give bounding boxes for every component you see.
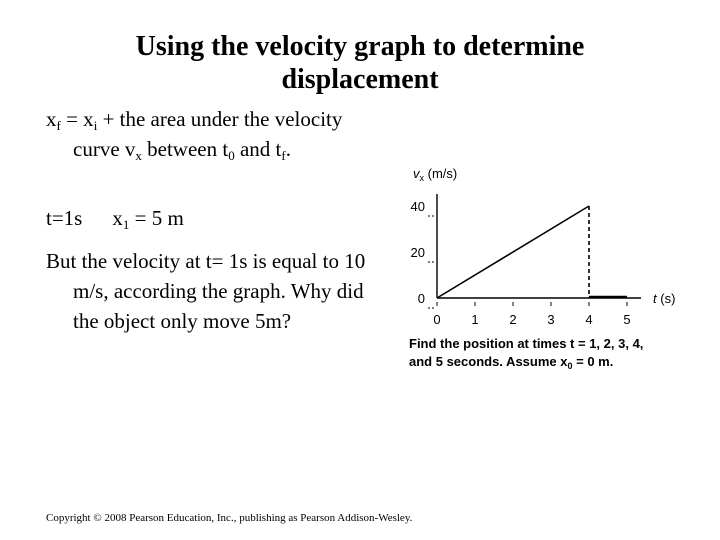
eq-xf-var: x (46, 107, 57, 131)
title-line-1: Using the velocity graph to determine (135, 31, 585, 62)
eq-text-3: and t (234, 137, 282, 161)
x-tick-label-2: 2 (509, 312, 517, 327)
slide-title (60, 30, 660, 96)
x-tick-label-0: 0 (433, 312, 441, 327)
equation-paragraph (46, 104, 393, 164)
example-time: t=1s (46, 206, 83, 230)
equation-text (46, 104, 393, 164)
y-tick-labels (411, 199, 425, 306)
x-tick-label-3: 3 (547, 312, 555, 327)
copyright-footer: Copyright © 2008 Pearson Education, Inc., publishing as Pearson Addison-Wesley. (46, 512, 413, 524)
x-tick-label-5: 5 (623, 312, 631, 327)
question-paragraph (46, 246, 393, 336)
eq-text-4: . (285, 137, 291, 161)
example-value: = 5 m (129, 206, 184, 230)
eq-tf-sub: f (281, 148, 286, 163)
y-axis-label: $v_x$ (m/s) (413, 166, 458, 183)
x-axis-label: t (s) (653, 291, 676, 306)
example-line (46, 203, 184, 233)
eq-xf-sub: f (56, 118, 61, 133)
y-tick-label-2: 40 (410, 199, 425, 214)
graph-caption-line-1: Find the position at times t = 1, 2, 3, 4, (409, 336, 644, 351)
y-tick-label-1: 20 (410, 245, 425, 260)
eq-t0-sub: 0 (228, 148, 235, 163)
question-text: But the velocity at t= 1s is equal to 10 m/s, according the graph. Why did the object only move 5m? (46, 249, 366, 333)
example-x-var: x (112, 206, 123, 230)
x-tick-label-1: 1 (471, 312, 479, 327)
series-layer (437, 206, 627, 298)
eq-xi: = x (60, 107, 94, 131)
y-tick-label-0: 0 (417, 291, 425, 306)
eq-text-2: between t (141, 137, 229, 161)
eq-xi-sub: i (93, 118, 98, 133)
graph-caption-line-2: and 5 seconds. Assume $x_0 = 0$ m. (409, 354, 614, 371)
title-line-2: displacement (281, 64, 439, 95)
x-tick-label-4: 4 (585, 312, 593, 327)
velocity-graph (395, 160, 705, 375)
x-tick-labels (433, 312, 630, 327)
velocity-ramp-line (437, 206, 589, 298)
axis-ticks (428, 216, 627, 308)
eq-vx-sub: x (135, 148, 142, 163)
eq-text-1: + the area under the velocity curve v (73, 107, 343, 161)
example-x-sub: 1 (122, 217, 130, 232)
